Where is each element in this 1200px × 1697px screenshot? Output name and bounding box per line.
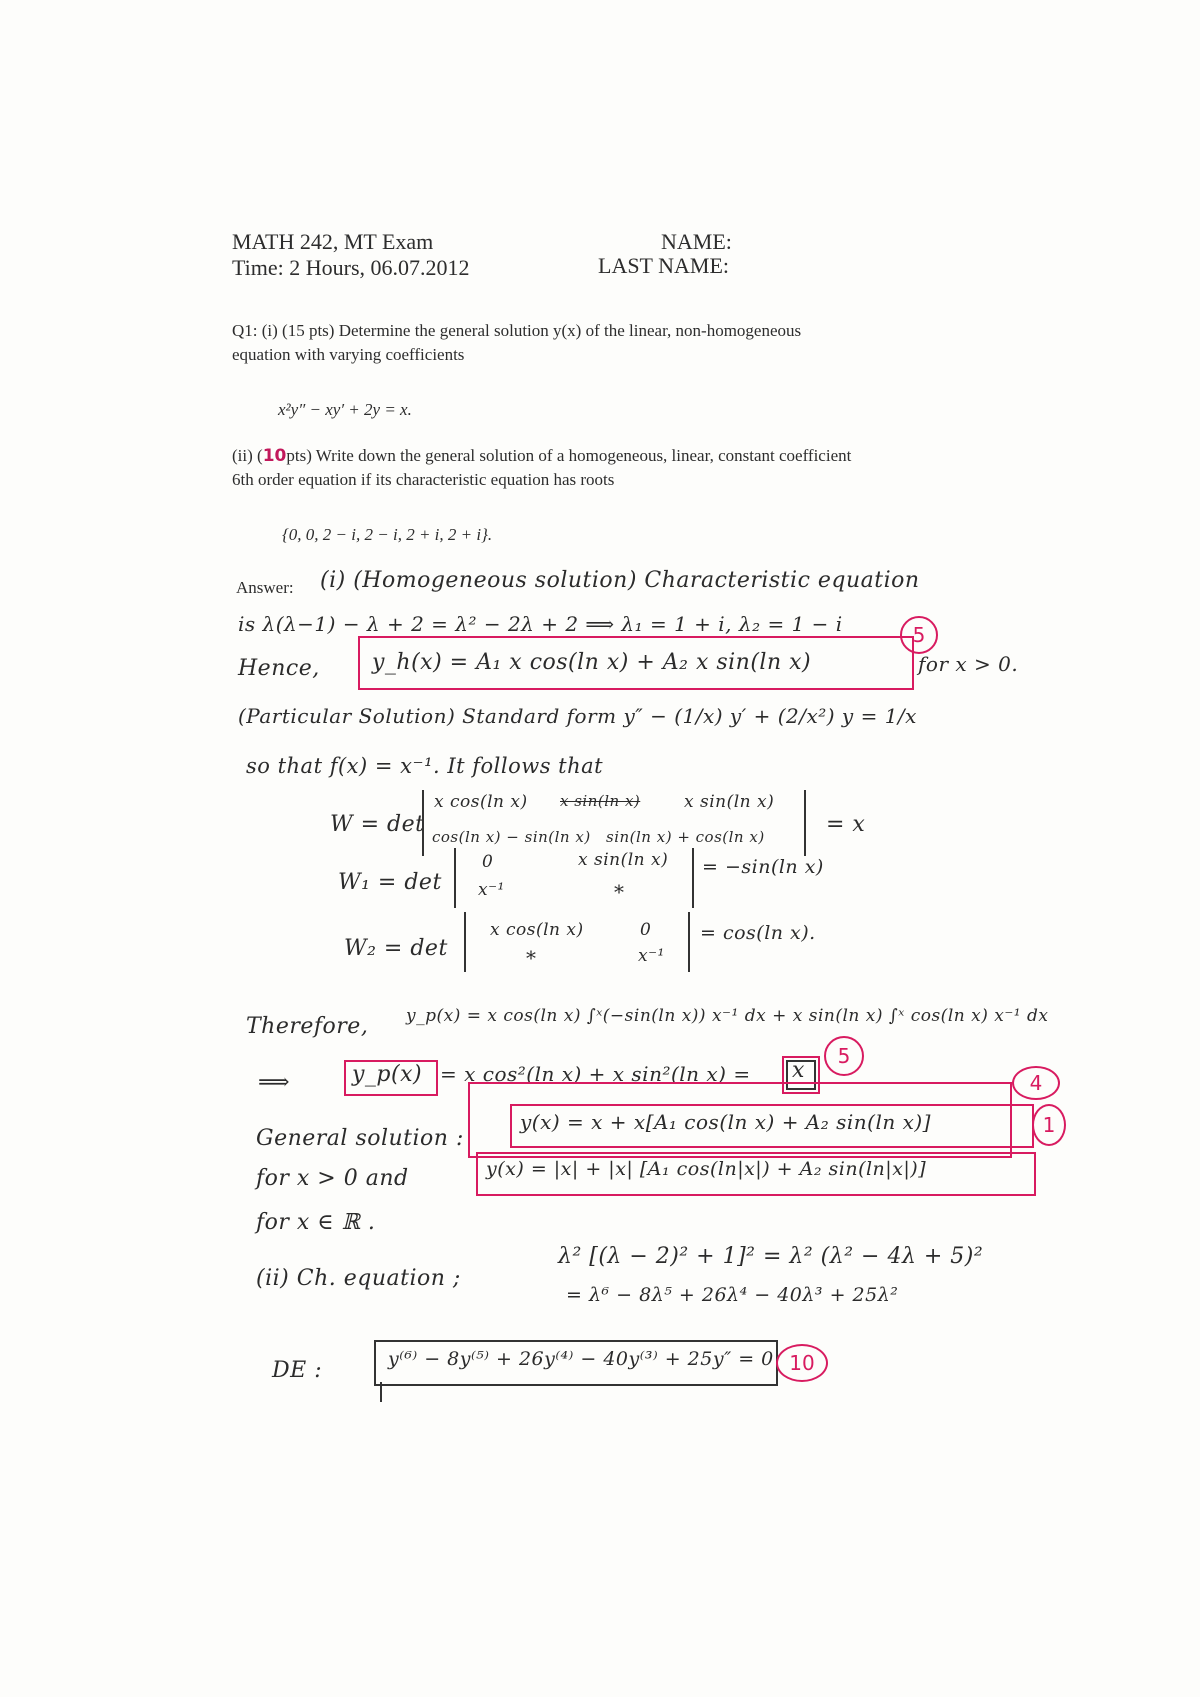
exam-time: Time: 2 Hours, 06.07.2012 <box>232 255 470 280</box>
char-equation-expr: λ² [(λ − 2)² + 1]² = λ² (λ² − 4λ + 5)² <box>558 1244 984 1269</box>
char-equation-label: (ii) Ch. equation ; <box>256 1266 461 1291</box>
question-part1-line1: Q1: (i) (15 pts) Determine the general solution y(x) of the linear, non-homogeneous <box>232 321 802 340</box>
name-label: NAME: <box>661 229 732 254</box>
particular-integral-formula: y_p(x) = x cos(ln x) ∫ˣ(−sin(ln x)) x⁻¹ dx + x sin(ln x) ∫ˣ cos(ln x) x⁻¹ dx <box>406 1006 1049 1026</box>
w2-r1c2: 0 <box>640 920 652 940</box>
hence-label: Hence, <box>238 656 320 681</box>
homogeneous-domain: for x > 0. <box>918 652 1019 676</box>
w1-r1c1: 0 <box>482 852 494 872</box>
wronskian-result: = x <box>826 812 866 837</box>
question-part1-line2: equation with varying coefficients <box>232 345 465 364</box>
answer-line-characteristic: is λ(λ−1) − λ + 2 = λ² − 2λ + 2 ⟹ λ₁ = 1 + i, λ₂ = 1 − i <box>238 612 843 636</box>
w1-r2c1: x⁻¹ <box>478 880 505 900</box>
general-solution-label: General solution : <box>256 1126 464 1151</box>
w1-label: W₁ = det <box>338 870 442 895</box>
grade-general: 4 <box>1012 1066 1060 1100</box>
domain-positive: for x > 0 and <box>256 1166 409 1191</box>
particular-solution-label: y_p(x) <box>352 1062 423 1087</box>
de-inkbox-tail <box>380 1382 382 1402</box>
w-r1c2: x sin(ln x) <box>684 792 775 812</box>
therefore-label: Therefore, <box>246 1014 369 1039</box>
part2-suffix: pts) Write down the general solution of a homogeneous, linear, constant coefficient <box>286 446 852 465</box>
question-part2-line2: 6th order equation if its characteristic equation has roots <box>232 470 615 489</box>
general-solution-abs: y(x) = |x| + |x| [A₁ cos(ln|x|) + A₂ sin(ln|x|)] <box>486 1158 927 1180</box>
question-equation: x²y″ − xy′ + 2y = x. <box>278 400 412 419</box>
w-r2c1: cos(ln x) − sin(ln x) <box>432 828 591 846</box>
domain-real: for x ∈ ℝ . <box>256 1210 376 1235</box>
de-result: y⁽⁶⁾ − 8y⁽⁵⁾ + 26y⁽⁴⁾ − 40y⁽³⁾ + 25y″ = 0 <box>388 1348 774 1370</box>
part2-prefix: (ii) ( <box>232 446 263 465</box>
w2-result: = cos(ln x). <box>700 922 816 944</box>
char-equation-expanded: = λ⁶ − 8λ⁵ + 26λ⁴ − 40λ³ + 25λ² <box>566 1284 899 1306</box>
w-r1c1: x cos(ln x) <box>434 792 528 812</box>
w2-label: W₂ = det <box>344 936 448 961</box>
course-title: MATH 242, MT Exam <box>232 229 434 254</box>
last-name-label: LAST NAME: <box>598 253 729 278</box>
answer-line-homogeneous: (i) (Homogeneous solution) Characteristic equation <box>320 568 920 593</box>
grade-general-abs: 1 <box>1032 1104 1066 1146</box>
general-solution: y(x) = x + x[A₁ cos(ln x) + A₂ sin(ln x)] <box>520 1110 931 1134</box>
particular-solution-expr: = x cos²(ln x) + x sin²(ln x) = <box>440 1062 751 1086</box>
grade-particular: 5 <box>824 1036 864 1076</box>
w2-r2c2: x⁻¹ <box>638 946 665 966</box>
w1-result: = −sin(ln x) <box>702 856 824 878</box>
grade-homogeneous: 5 <box>900 616 938 654</box>
implies-arrow: ⟹ <box>258 1070 291 1095</box>
homogeneous-solution: y_h(x) = A₁ x cos(ln x) + A₂ x sin(ln x) <box>372 650 812 675</box>
particular-solution-result: x <box>792 1058 805 1083</box>
question-roots: {0, 0, 2 − i, 2 − i, 2 + i, 2 + i}. <box>282 525 493 544</box>
w2-r2c1: * <box>526 946 537 970</box>
forcing-function: so that f(x) = x⁻¹. It follows that <box>246 754 604 778</box>
w2-r1c1: x cos(ln x) <box>490 920 584 940</box>
question-part2-line1 <box>232 445 851 467</box>
de-label: DE : <box>272 1358 323 1383</box>
w-r1-struck: x sin(ln x) <box>560 792 641 810</box>
w1-r1c2: x sin(ln x) <box>578 850 669 870</box>
answer-label: Answer: <box>236 578 294 597</box>
particular-standard-form: (Particular Solution) Standard form y″ − (1/x) y′ + (2/x²) y = 1/x <box>238 704 917 728</box>
wronskian-label: W = det <box>330 812 425 837</box>
part2-points-handwritten: 10 <box>262 446 287 466</box>
w1-r2c2: * <box>614 880 625 904</box>
w-r2c2: sin(ln x) + cos(ln x) <box>606 828 765 846</box>
grade-part-ii: 10 <box>776 1344 828 1382</box>
